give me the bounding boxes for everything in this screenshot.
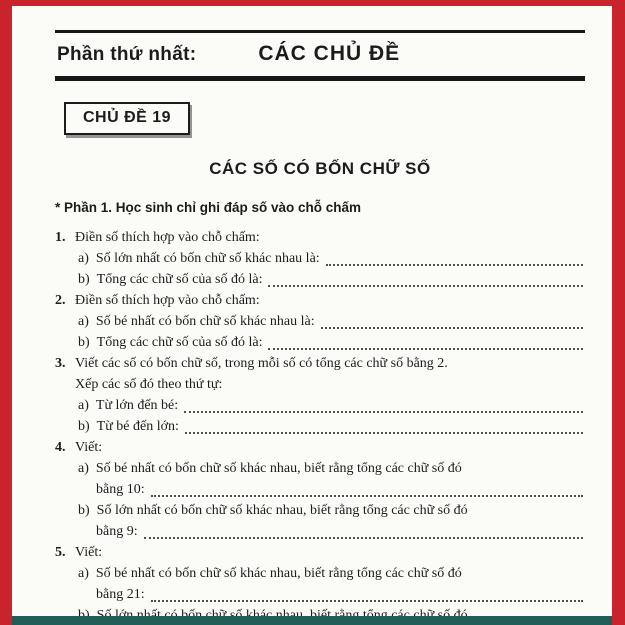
question-line	[55, 563, 585, 584]
answer-blank	[326, 259, 583, 266]
subitem-label: a)	[78, 251, 89, 266]
question-number: 5.	[55, 545, 66, 560]
subitem-label: b)	[78, 335, 90, 350]
page-content	[12, 6, 612, 625]
subitem-label: b)	[78, 419, 90, 434]
question-line	[55, 395, 585, 416]
question-text: Số lớn nhất có bốn chữ số khác nhau là:	[95, 251, 320, 266]
question-text: Tổng các chữ số của số đó là:	[96, 272, 263, 287]
question-line	[55, 227, 585, 248]
answer-blank	[268, 343, 583, 350]
answer-blank	[151, 490, 583, 497]
subitem-label: a)	[78, 566, 89, 581]
question-text: bằng 21:	[96, 587, 145, 602]
question-number: 3.	[55, 356, 66, 371]
answer-blank	[268, 280, 583, 287]
subitem-label: a)	[78, 461, 89, 476]
question-text: Viết:	[75, 545, 103, 560]
part-label: Phần thứ nhất:	[57, 44, 197, 65]
part-header	[55, 33, 585, 76]
answer-blank	[321, 322, 583, 329]
question-text: Viết:	[75, 440, 103, 455]
answer-blank	[185, 427, 583, 434]
question-line	[55, 500, 585, 521]
subitem-label: b)	[78, 272, 90, 287]
question-line	[55, 458, 585, 479]
question-line	[55, 374, 585, 395]
question-text: Điền số thích hợp vào chỗ chấm:	[75, 293, 260, 308]
question-text: Xếp các số đó theo thứ tự:	[75, 377, 223, 392]
question-line	[55, 332, 585, 353]
question-line	[55, 479, 585, 500]
question-line	[55, 290, 585, 311]
answer-blank	[151, 595, 583, 602]
scan-edge-top	[0, 0, 625, 6]
question-list	[55, 227, 585, 625]
question-line	[55, 416, 585, 437]
question-line	[55, 269, 585, 290]
question-text: Tổng các chữ số của số đó là:	[96, 335, 263, 350]
question-line	[55, 584, 585, 605]
subitem-label: a)	[78, 398, 89, 413]
scan-edge-right	[612, 0, 625, 625]
question-line	[55, 248, 585, 269]
question-text: bằng 10:	[96, 482, 145, 497]
section-note: * Phần 1. Học sinh chỉ ghi đáp số vào chỗ chấm	[55, 200, 362, 215]
question-line	[55, 437, 585, 458]
question-number: 4.	[55, 440, 66, 455]
question-text: bằng 9:	[96, 524, 138, 539]
subitem-label: b)	[78, 503, 90, 518]
question-line	[55, 521, 585, 542]
subitem-label: a)	[78, 314, 89, 329]
answer-blank	[144, 532, 583, 539]
question-text: Số bé nhất có bốn chữ số khác nhau, biết rằng tổng các chữ số đó	[95, 461, 462, 476]
topic-box: CHỦ ĐỀ 19	[64, 102, 190, 135]
question-text: Số lớn nhất có bốn chữ số khác nhau, biết rằng tổng các chữ số đó	[96, 503, 468, 518]
question-number: 1.	[55, 230, 66, 245]
question-text: Số bé nhất có bốn chữ số khác nhau, biết rằng tổng các chữ số đó	[95, 566, 462, 581]
question-line	[55, 353, 585, 374]
scan-edge-left	[0, 0, 12, 625]
part-title: CÁC CHỦ ĐỀ	[258, 42, 401, 65]
question-text: Từ lớn đến bé:	[95, 398, 179, 413]
scan-edge-bottom	[12, 616, 612, 625]
page-title: CÁC SỐ CÓ BỐN CHỮ SỐ	[209, 159, 431, 178]
question-text: Từ bé đến lớn:	[96, 419, 179, 434]
question-line	[55, 311, 585, 332]
answer-blank	[184, 406, 583, 413]
question-text: Điền số thích hợp vào chỗ chấm:	[75, 230, 260, 245]
question-text: Số bé nhất có bốn chữ số khác nhau là:	[95, 314, 315, 329]
question-number: 2.	[55, 293, 66, 308]
question-line	[55, 542, 585, 563]
question-text: Viết các số có bốn chữ số, trong mỗi số có tổng các chữ số bằng 2.	[75, 356, 448, 371]
